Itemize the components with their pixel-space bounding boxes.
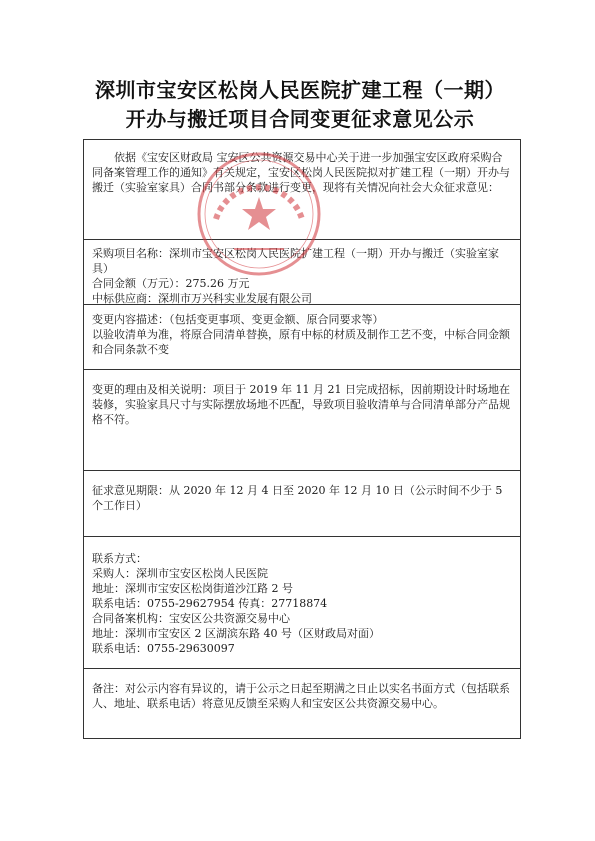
reason-section [84, 370, 520, 471]
buyer-name: 采购人：深圳市宝安区松岗人民医院 [92, 567, 268, 580]
notice-table [83, 139, 521, 739]
deadline-section [84, 471, 520, 537]
project-section [84, 240, 520, 305]
project-name: 采购项目名称：深圳市宝安区松岗人民医院扩建工程（一期）开办与搬迁（实验室家具） [92, 247, 499, 275]
change-body: 以验收清单为准，将原合同清单替换，原有中标的材质及制作工艺不变，中标合同金额和合同条款不变 [92, 328, 510, 356]
buyer-address: 地址：深圳市宝安区松岗街道沙江路 2 号 [92, 582, 293, 595]
intro-section [84, 140, 520, 240]
change-section [84, 305, 520, 370]
change-heading: 变更内容描述：（包括变更事项、变更金额、原合同要求等） [92, 313, 384, 326]
note-text: 备注：对公示内容有异议的，请于公示之日起至期满之日止以实名书面方式（包括联系人、地址、联系电话）将意见反馈至采购人和宝安区公共资源交易中心。 [92, 682, 510, 710]
reason-text: 变更的理由及相关说明：项目于 2019 年 11 月 21 日完成招标，因前期设计时场地在装修，实验家具尺寸与实际摆放场地不匹配，导致项目验收清单与合同清单部分产品规格不符。 [92, 383, 510, 426]
document-title-line1: 深圳市宝安区松岗人民医院扩建工程（一期） [95, 78, 505, 102]
contact-section [84, 537, 520, 669]
agency-address: 地址：深圳市宝安区 2 区湖滨东路 40 号（区财政局对面） [92, 627, 380, 640]
intro-text: 依据《宝安区财政局 宝安区公共资源交易中心关于进一步加强宝安区政府采购合同备案管理工作的通知》有关规定，宝安区松岗人民医院拟对扩建工程（一期）开办与搬迁（实验室家具）合同书部分条款进行变更，现将有关情况向社会大众征求意见： [92, 151, 510, 194]
agency-phone: 联系电话：0755-29630097 [92, 642, 235, 655]
contact-heading: 联系方式： [92, 552, 147, 565]
contract-amount: 合同金额（万元）：275.26 万元 [92, 277, 250, 290]
agency-name: 合同备案机构：宝安区公共资源交易中心 [92, 612, 290, 625]
buyer-phone: 联系电话：0755-29627954 传真：27718874 [92, 597, 328, 610]
winning-supplier: 中标供应商：深圳市万兴科实业发展有限公司 [92, 292, 312, 305]
note-section [84, 669, 520, 738]
deadline-text: 征求意见期限：从 2020 年 12 月 4 日至 2020 年 12 月 10 日（公示时间不少于 5 个工作日） [92, 484, 503, 512]
document-title-line2: 开办与搬迁项目合同变更征求意见公示 [125, 107, 475, 131]
